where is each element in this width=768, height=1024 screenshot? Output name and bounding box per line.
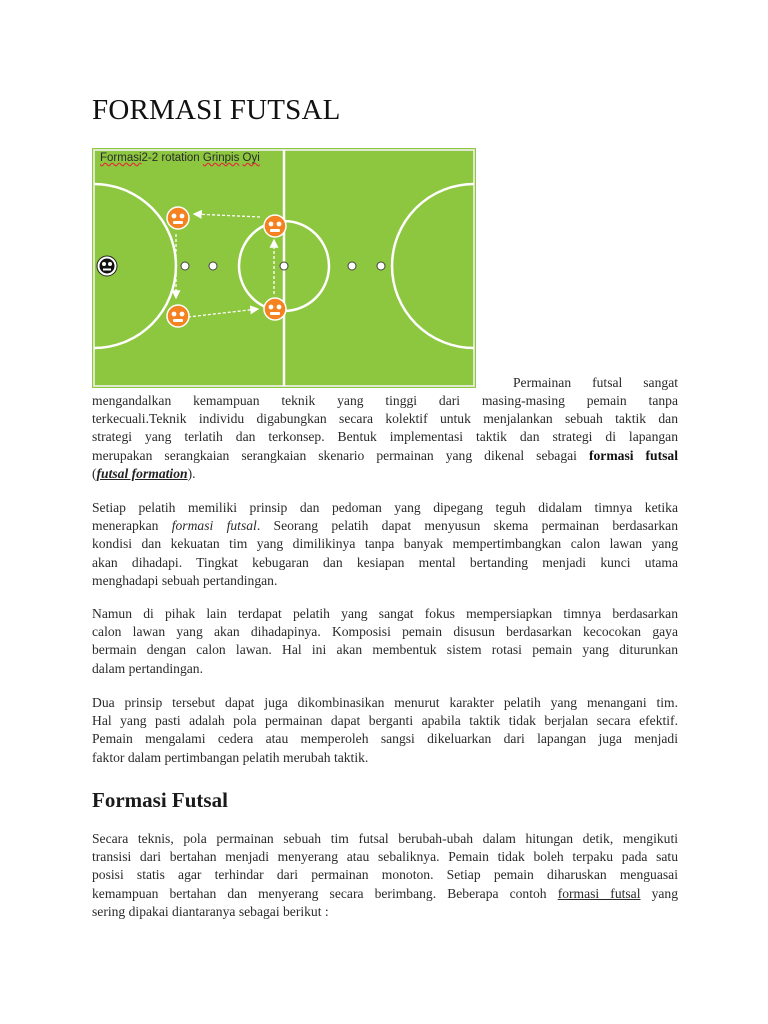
keyword-formasi-futsal-italic: formasi futsal xyxy=(171,518,257,534)
player-bottom-left-icon xyxy=(167,305,189,327)
goalkeeper-icon xyxy=(97,256,117,276)
left-penalty-spot xyxy=(181,262,189,270)
player-top-right-icon xyxy=(264,215,286,237)
paragraph-4: Dua prinsip tersebut dapat juga dikombinasikan menurut karakter pelatih yang menangani tim. Hal yang pasti adalah pola permainan dapat berganti apabila taktik tidak berjalan secara efektif. Pemain mengalami cedera atau memperoleh sangsi dikeluarkan dari lapangan juga menjadi faktor dalam pertimbangan pelatih merubah taktik. xyxy=(92,695,678,765)
paragraph-3: Namun di pihak lain terdapat pelatih yang sangat fokus mempersiapkan timnya berdasarkan calon lawan yang akan dihadapinya. Komposisi pemain disusun berdasarkan kecocokan gaya bermain dengan calon lawan. Hal ini akan membentuk sistem rotasi pemain yang diturunkan dalam pertandingan. xyxy=(92,606,678,676)
right-second-spot xyxy=(348,262,356,270)
futsal-formation-diagram xyxy=(92,148,476,388)
keyword-formasi-futsal: formasi futsal xyxy=(588,447,679,463)
left-second-spot xyxy=(209,262,217,270)
formasi-futsal-link[interactable]: formasi futsal xyxy=(557,885,641,901)
intro-paragraph: mengandalkan kemampuan teknik yang tinggi dari masing-masing pemain tanpa terkecuali.Teknik individu digabungkan secara kolektif untuk menjalankan sebuah taktik dan strategi yang terlatih dan terkonsep. Bentuk implementasi taktik dan strategi di lapangan merupakan serangkaian serangkaian skenario permainan yang dikenal sebagai formasi futsal (futsal formation). xyxy=(92,393,679,481)
center-spot xyxy=(280,262,288,270)
paragraph-5: Secara teknis, pola permainan sebuah tim futsal berubah-ubah dalam hitungan detik, mengikuti transisi dari bertahan menjadi menyerang atau sebaliknya. Pemain tidak boleh terpaku pada satu posisi statis agar terhindar dari permainan monoton. Setiap pemain diharuskan menguasai kemampuan bertahan dan menyerang secara berimbang. Beberapa contoh formasi futsal yang sering dipakai diantaranya sebagai berikut : xyxy=(92,831,679,919)
page-title: FORMASI FUTSAL xyxy=(92,94,341,126)
futsal-field-svg xyxy=(92,148,476,388)
right-penalty-spot xyxy=(377,262,385,270)
section-heading: Formasi Futsal xyxy=(92,788,228,812)
figure-caption: Formasi2-2 rotation Grinpis Oyi xyxy=(100,152,260,164)
player-top-left-icon xyxy=(167,207,189,229)
paragraph-2: Setiap pelatih memiliki prinsip dan pedoman yang dipegang teguh didalam timnya ketika menerapkan formasi futsal. Seorang pelatih dapat menyusun skema permainan berdasarkan kondisi dan kekuatan tim yang dimilikinya tanpa banyak mempertimbangkan calon lawan yang akan dihadapi. Tingkat kebugaran dan kesiapan mental bertanding menjadi kunci utama menghadapi sebuah pertandingan. xyxy=(92,500,678,588)
intro-first-line: Permainan futsal sangat xyxy=(513,375,678,390)
player-bottom-right-icon xyxy=(264,298,286,320)
keyword-futsal-formation-link[interactable]: futsal formation xyxy=(96,465,188,481)
